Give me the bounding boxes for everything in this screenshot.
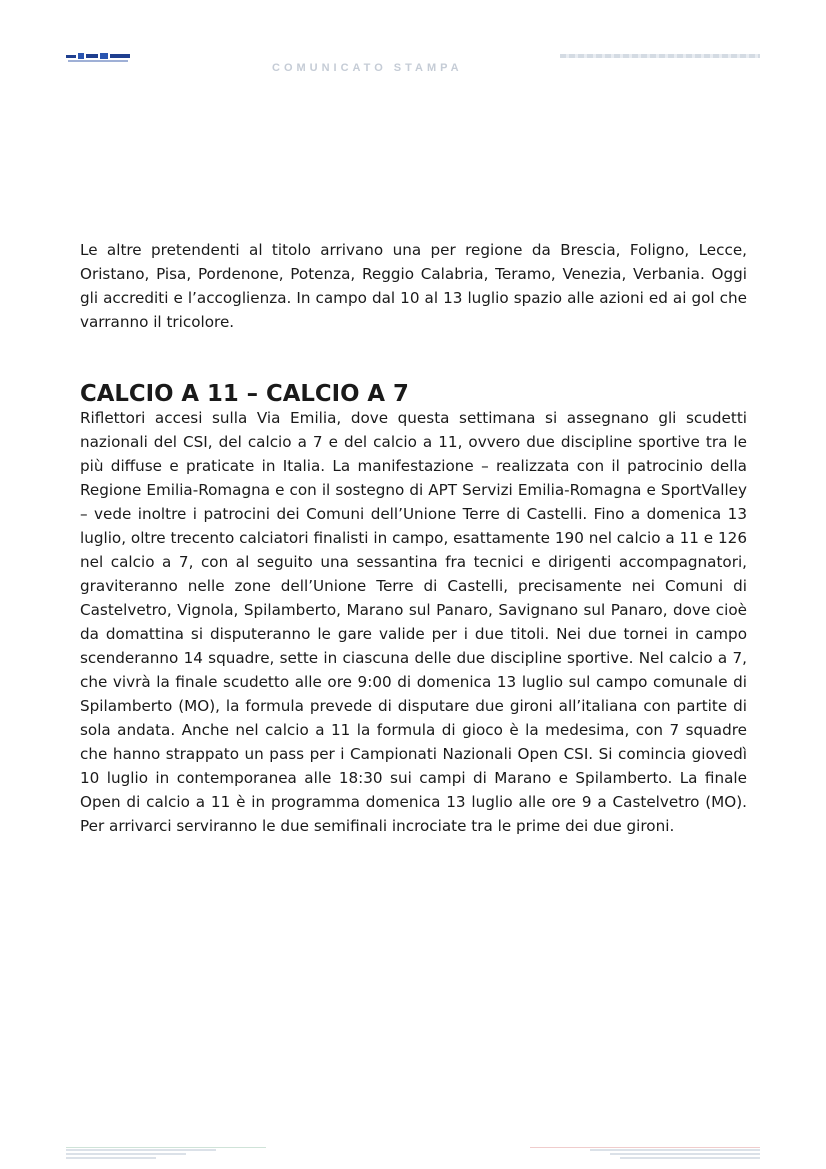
csi-logo xyxy=(66,53,132,65)
page-footer xyxy=(0,1147,826,1167)
press-release-body xyxy=(80,238,747,838)
section-heading: CALCIO A 11 – CALCIO A 7 xyxy=(80,381,409,407)
footer-rule-left xyxy=(66,1147,266,1148)
header-decoration xyxy=(560,54,760,58)
footer-left-block xyxy=(66,1149,266,1161)
header-title: COMUNICATO STAMPA xyxy=(272,62,463,74)
page-header xyxy=(0,48,826,78)
intro-paragraph: Le altre pretendenti al titolo arrivano una per regione da Brescia, Foligno, Lecce, Oristano, Pisa, Pordenone, Potenza, Reggio Calabria, Teramo, Venezia, Verbania. Oggi gli accrediti e l’accoglienza. In campo dal 10 al 13 luglio spazio alle azioni ed ai gol che varranno il tricolore. xyxy=(80,241,747,331)
footer-right-block xyxy=(560,1149,760,1161)
section-paragraph: Riflettori accesi sulla Via Emilia, dove questa settimana si assegnano gli scudetti nazionali del CSI, del calcio a 7 e del calcio a 11, ovvero due discipline sportive tra le più diffuse e praticate in Italia. La manifestazione – realizzata con il patrocinio della Regione Emilia-Romagna e con il sostegno di APT Servizi Emilia-Romagna e SportValley – vede inoltre i patrocini dei Comuni dell’Unione Terre di Castelli. Fino a domenica 13 luglio, oltre trecento calciatori finalisti in campo, esattamente 190 nel calcio a 11 e 126 nel calcio a 7, con al seguito una sessantina fra tecnici e dirigenti accompagnatori, graviteranno nelle zone dell’Unione Terre di Castelli, precisamente nei Comuni di Castelvetro, Vignola, Spilamberto, Marano sul Panaro, Savignano sul Panaro, dove cioè da domattina si disputeranno le gare valide per i due titoli. Nei due tornei in campo scenderanno 14 squadre, sette in ciascuna delle due discipline sportive. Nel calcio a 7, che vivrà la finale scudetto alle ore 9:00 di domenica 13 luglio sul campo comunale di Spilamberto (MO), la formula prevede di disputare due gironi all’italiana con partite di sola andata. Anche nel calcio a 11 la formula di gioco è la medesima, con 7 squadre che hanno strappato un pass per i Campionati Nazionali Open CSI. Si comincia giovedì 10 luglio in contemporanea alle 18:30 sui campi di Marano e Spilamberto. La finale Open di calcio a 11 è in programma domenica 13 luglio alle ore 9 a Castelvetro (MO). Per arrivarci serviranno le due semifinali incrociate tra le prime dei due gironi. xyxy=(80,409,747,835)
footer-rule-right xyxy=(530,1147,760,1148)
